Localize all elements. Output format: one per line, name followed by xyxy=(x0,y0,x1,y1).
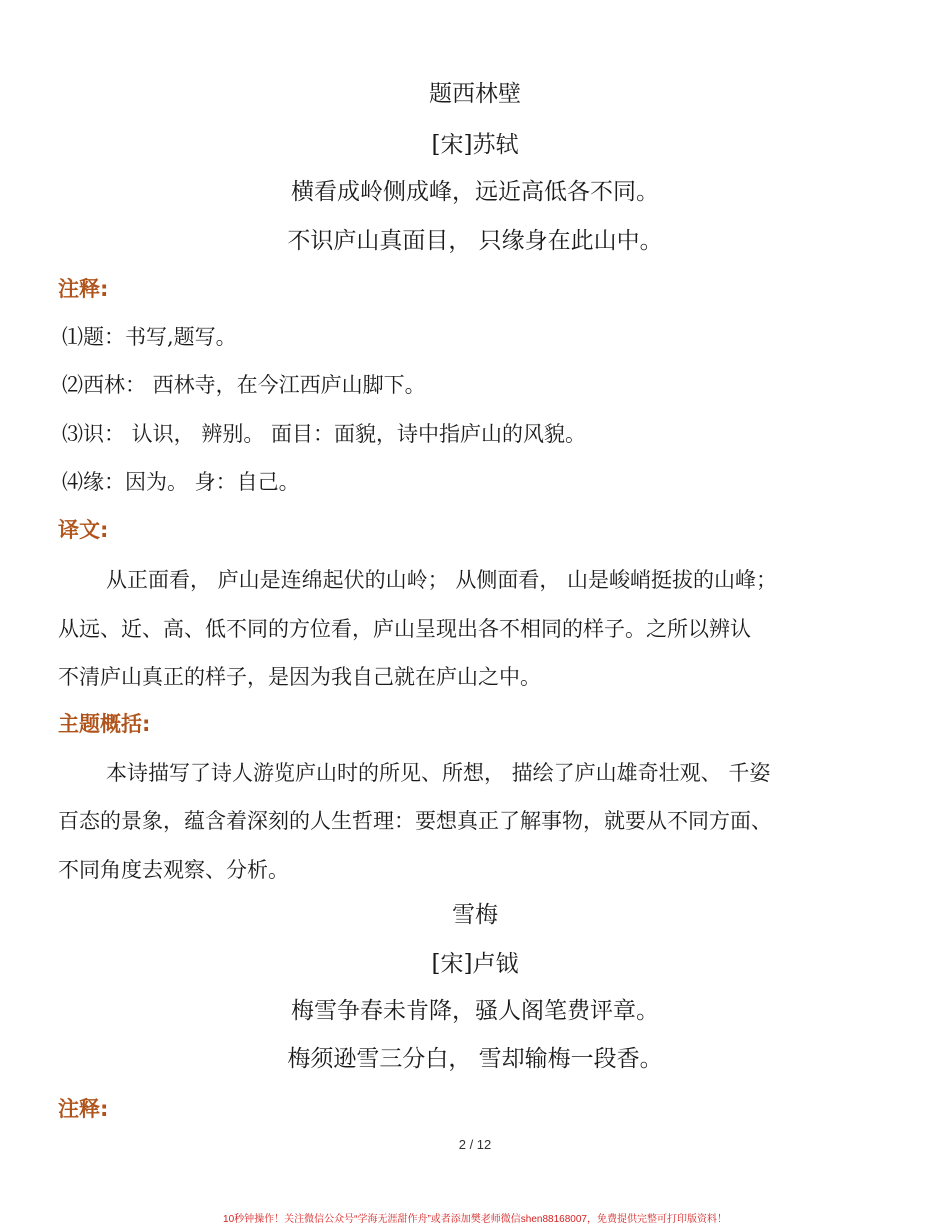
poem-line: 不识庐山真面目， 只缘身在此山中。 xyxy=(287,228,663,254)
note-item: ⑵西林： 西林寺，在今江西庐山脚下。 xyxy=(62,373,426,397)
notes-heading: 注释: xyxy=(58,277,109,301)
theme-line: 本诗描写了诗人游览庐山时的所见、所想， 描绘了庐山雄奇壮观、 千姿 xyxy=(106,761,771,785)
poem-title: 题西林壁 xyxy=(429,81,521,107)
page-number: 2 / 12 xyxy=(458,1137,492,1152)
poem-line: 梅须逊雪三分白， 雪却输梅一段香。 xyxy=(287,1046,663,1072)
poem-title: 雪梅 xyxy=(452,902,498,928)
translation-line: 不清庐山真正的样子，是因为我自己就在庐山之中。 xyxy=(58,665,541,689)
note-item: ⑴题：书写,题写。 xyxy=(62,325,237,349)
note-item: ⑶识： 认识， 辨别。 面目：面貌，诗中指庐山的风貌。 xyxy=(62,422,587,446)
poem-line: 横看成岭侧成峰，远近高低各不同。 xyxy=(291,179,659,205)
translation-line: 从正面看， 庐山是连绵起伏的山岭； 从侧面看， 山是峻峭挺拔的山峰； xyxy=(106,568,778,592)
footer-notice: 10秒钟操作！关注微信公众号“学海无涯甜作舟”或者添加樊老师微信shen88168007，免费提供完整可打印版资料！ xyxy=(223,1214,727,1225)
poem-line: 梅雪争春未肯降，骚人阁笔费评章。 xyxy=(291,998,659,1024)
translation-heading: 译文: xyxy=(58,518,109,542)
theme-line: 百态的景象，蕴含着深刻的人生哲理：要想真正了解事物，就要从不同方面、 xyxy=(58,809,772,833)
theme-heading: 主题概括: xyxy=(58,712,151,736)
theme-line: 不同角度去观察、分析。 xyxy=(58,858,289,882)
translation-line: 从远、近、高、低不同的方位看，庐山呈现出各不相同的样子。之所以辨认 xyxy=(58,617,751,641)
poem-author: [宋]苏轼 xyxy=(431,132,519,158)
note-item: ⑷缘：因为。 身：自己。 xyxy=(62,470,300,494)
poem-author: [宋]卢钺 xyxy=(431,951,519,977)
notes-heading: 注释: xyxy=(58,1097,109,1121)
